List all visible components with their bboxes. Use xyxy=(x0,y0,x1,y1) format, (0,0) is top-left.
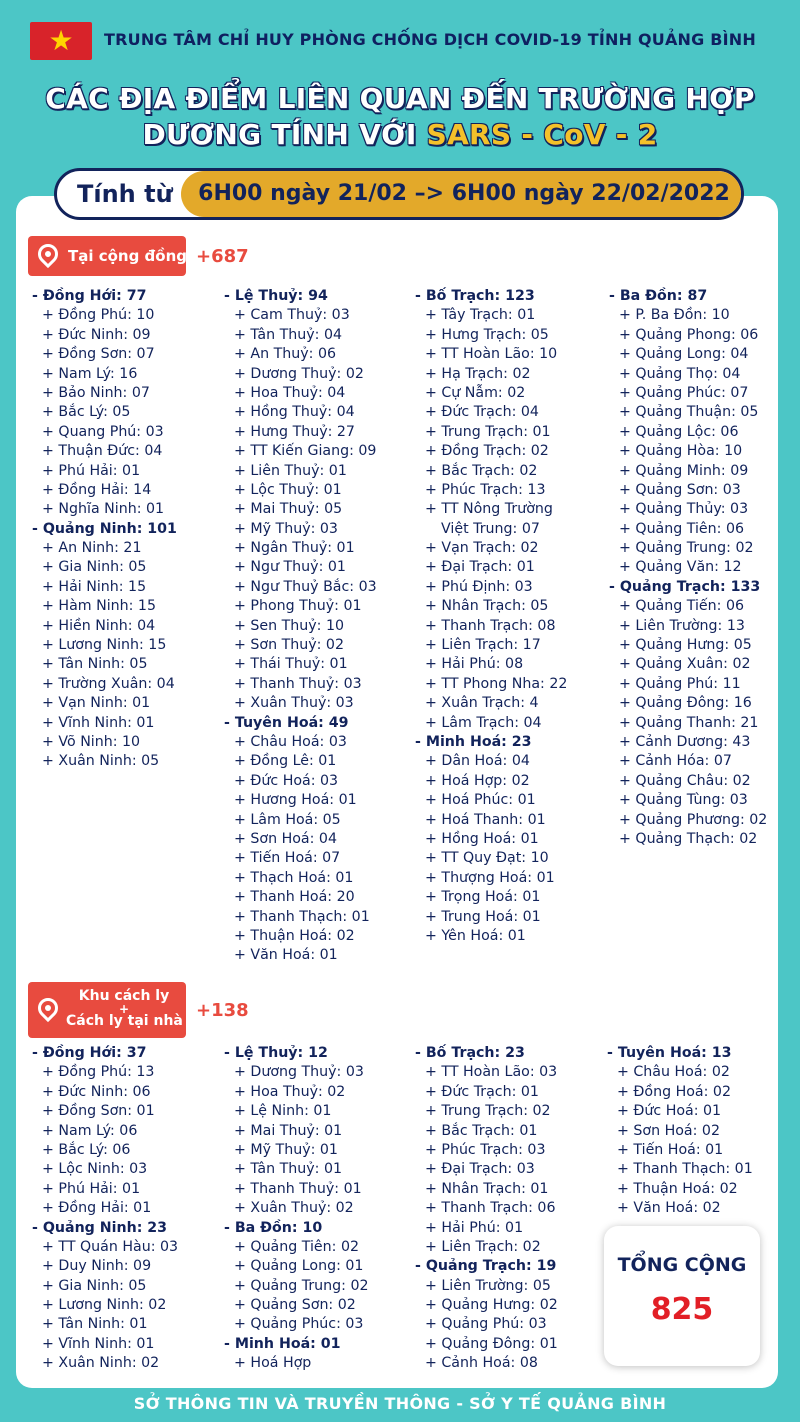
commune-item: + Quảng Tiến: 06 xyxy=(619,598,744,615)
commune-item: + Quảng Tùng: 03 xyxy=(619,792,748,809)
commune-item: + Lộc Thuỷ: 01 xyxy=(234,481,342,498)
commune-item: + Quảng Phúc: 03 xyxy=(234,1316,364,1333)
total-card xyxy=(604,1226,760,1366)
commune-item: + Vĩnh Ninh: 01 xyxy=(42,1335,155,1352)
page-title-line1: CÁC ĐỊA ĐIỂM LIÊN QUAN ĐẾN TRƯỜNG HỢP xyxy=(45,82,755,115)
commune-item: + Xuân Thuỷ: 02 xyxy=(234,1200,354,1217)
commune-item: + Cảnh Dương: 43 xyxy=(619,733,751,750)
commune-item: + Thanh Hoá: 20 xyxy=(234,889,355,906)
commune-item: + Thanh Trạch: 08 xyxy=(425,617,556,634)
community-badge xyxy=(28,236,186,276)
commune-item: + Hồng Thuỷ: 04 xyxy=(234,404,355,421)
commune-item: + Võ Ninh: 10 xyxy=(42,733,141,750)
district-heading: - Tuyên Hoá: 49 xyxy=(224,714,349,731)
commune-item: + TT Hoàn Lão: 03 xyxy=(425,1064,558,1081)
commune-item: + Xuân Trạch: 4 xyxy=(425,695,539,712)
commune-item: + Xuân Thuỷ: 03 xyxy=(234,695,354,712)
district-heading: - Ba Đồn: 87 xyxy=(609,288,708,304)
commune-item: + Đức Hoá: 03 xyxy=(234,772,339,789)
commune-item: + Quảng Minh: 09 xyxy=(619,462,749,479)
commune-item: + Phú Định: 03 xyxy=(425,578,533,595)
commune-item: + Hưng Thuỷ: 27 xyxy=(234,423,355,440)
commune-item: + Thanh Trạch: 06 xyxy=(425,1200,556,1217)
commune-item: + Phúc Trạch: 13 xyxy=(425,481,546,498)
commune-item: + Liên Trường: 13 xyxy=(619,617,745,634)
commune-item: + Châu Hoá: 03 xyxy=(234,733,347,750)
commune-item: + Vạn Ninh: 01 xyxy=(42,695,151,712)
commune-item: + Sơn Thuỷ: 02 xyxy=(234,637,344,654)
quarantine-col-2 xyxy=(224,1044,419,1374)
commune-item: + Quang Phú: 03 xyxy=(42,423,164,440)
commune-item: + Bắc Trạch: 02 xyxy=(425,462,538,479)
district-heading: - Lệ Thuỷ: 94 xyxy=(224,288,328,304)
commune-item: + Hải Ninh: 15 xyxy=(42,578,147,595)
commune-item: + Mỹ Thuỷ: 03 xyxy=(234,520,338,537)
footer: SỞ THÔNG TIN VÀ TRUYỀN THÔNG - SỞ Y TẾ QUẢNG BÌNH xyxy=(133,1394,667,1413)
commune-item: + Mai Thuỷ: 05 xyxy=(234,501,343,518)
commune-item: + Quảng Thanh: 21 xyxy=(619,714,759,731)
title-prefix: DƯƠNG TÍNH VỚI xyxy=(142,118,427,151)
commune-item: + Cảnh Hóa: 07 xyxy=(619,753,732,770)
commune-item: + Duy Ninh: 09 xyxy=(42,1258,152,1275)
commune-item: + Quảng Sơn: 03 xyxy=(619,481,741,498)
commune-item: + Nam Lý: 06 xyxy=(42,1122,138,1139)
commune-item: + Thanh Thạch: 01 xyxy=(234,908,370,925)
commune-item: + Hàm Ninh: 15 xyxy=(42,598,156,615)
commune-item: + Hoa Thuỷ: 04 xyxy=(234,384,346,401)
commune-item: + Lâm Hoá: 05 xyxy=(234,811,341,828)
commune-item: + Hồng Hoá: 01 xyxy=(425,830,539,847)
quarantine-badge xyxy=(28,982,186,1038)
district-heading: - Bố Trạch: 123 xyxy=(415,288,535,304)
commune-item: + Quảng Châu: 02 xyxy=(619,772,751,789)
commune-item: + Yên Hoá: 01 xyxy=(425,927,526,944)
commune-item: + Lâm Trạch: 04 xyxy=(425,714,542,731)
commune-item: + Gia Ninh: 05 xyxy=(42,1277,147,1294)
district-heading: - Quảng Ninh: 101 xyxy=(32,520,177,537)
commune-item: + Ngân Thuỷ: 01 xyxy=(234,540,355,557)
commune-item: + Nhân Trạch: 05 xyxy=(425,598,549,615)
quarantine-badge-line2: + xyxy=(118,1002,130,1016)
commune-item: + Quảng Văn: 12 xyxy=(619,559,742,576)
commune-item: + Quảng Thọ: 04 xyxy=(619,365,741,382)
commune-item: + Quảng Phương: 02 xyxy=(619,811,768,828)
commune-item: + Quảng Lộc: 06 xyxy=(619,423,739,440)
commune-item: + Thuận Đức: 04 xyxy=(42,443,163,460)
commune-item: + Mỹ Thuỷ: 01 xyxy=(234,1141,338,1158)
commune-item: + Mai Thuỷ: 01 xyxy=(234,1122,343,1139)
commune-item: + TT Nông Trường xyxy=(425,501,553,518)
commune-item: + Quảng Hưng: 05 xyxy=(619,637,752,654)
commune-item: + Quảng Tiên: 02 xyxy=(234,1238,359,1255)
commune-item: + Đồng Hoá: 02 xyxy=(617,1083,731,1100)
commune-item: + Hạ Trạch: 02 xyxy=(425,365,531,382)
commune-item: + Quảng Long: 04 xyxy=(619,346,749,363)
commune-item: + Gia Ninh: 05 xyxy=(42,559,147,576)
commune-item: + Cam Thuỷ: 03 xyxy=(234,307,350,324)
commune-item: + Liên Trường: 05 xyxy=(425,1277,551,1294)
commune-item: + Hoa Thuỷ: 02 xyxy=(234,1083,346,1100)
commune-item: + Quảng Sơn: 02 xyxy=(234,1297,356,1314)
commune-item: + Bắc Lý: 06 xyxy=(42,1141,131,1158)
commune-item: + Nghĩa Ninh: 01 xyxy=(42,501,165,518)
commune-item: + Cự Nẫm: 02 xyxy=(425,384,526,401)
commune-item: + Nam Lý: 16 xyxy=(42,365,138,382)
commune-item: + P. Ba Đồn: 10 xyxy=(619,307,730,324)
commune-item: + Đức Ninh: 06 xyxy=(42,1083,151,1100)
commune-item: + Quảng Hòa: 10 xyxy=(619,443,743,460)
commune-item: + Lương Ninh: 15 xyxy=(42,637,167,654)
commune-item: + Quảng Trung: 02 xyxy=(619,540,754,557)
commune-item: + Trung Hoá: 01 xyxy=(425,908,541,925)
commune-item: + Thuận Hoá: 02 xyxy=(234,927,355,944)
commune-item: + Hoá Hợp xyxy=(234,1355,312,1372)
commune-item: + Đồng Hải: 14 xyxy=(42,481,152,498)
commune-item: + Ngư Thuỷ Bắc: 03 xyxy=(234,578,377,595)
commune-item: + Trọng Hoá: 01 xyxy=(425,889,541,906)
quarantine-count: +138 xyxy=(196,1000,249,1021)
commune-item: + Đức Trạch: 01 xyxy=(425,1083,539,1100)
commune-item: + Dương Thuỷ: 03 xyxy=(234,1064,364,1081)
commune-item: + Quảng Phú: 11 xyxy=(619,675,741,692)
commune-item: + Đức Hoá: 01 xyxy=(617,1103,722,1120)
commune-item: + Dương Thuỷ: 02 xyxy=(234,365,364,382)
commune-item: + Vĩnh Ninh: 01 xyxy=(42,714,155,731)
district-heading: - Quảng Trạch: 19 xyxy=(415,1258,557,1275)
community-col-4 xyxy=(609,287,800,849)
commune-item: + Lương Ninh: 02 xyxy=(42,1297,167,1314)
commune-item: + An Ninh: 21 xyxy=(42,540,142,557)
commune-item: + Quảng Phúc: 07 xyxy=(619,384,749,401)
commune-item: + Quảng Phú: 03 xyxy=(425,1316,547,1333)
commune-item: + Hương Hoá: 01 xyxy=(234,792,357,809)
commune-item: + Sen Thuỷ: 10 xyxy=(234,617,345,634)
commune-item: + An Thuỷ: 06 xyxy=(234,346,336,363)
district-heading: - Đồng Hới: 37 xyxy=(32,1045,147,1061)
total-label: TỔNG CỘNG xyxy=(617,1254,747,1276)
commune-item: + Tân Thuỷ: 01 xyxy=(234,1161,342,1178)
commune-item: + Hiền Ninh: 04 xyxy=(42,617,156,634)
commune-item: + Châu Hoá: 02 xyxy=(617,1064,730,1081)
commune-item: + Thuận Hoá: 02 xyxy=(617,1180,738,1197)
commune-item: + Hoá Phúc: 01 xyxy=(425,792,536,809)
commune-item: + Quảng Thạch: 02 xyxy=(619,830,758,847)
community-col-1 xyxy=(32,287,227,772)
commune-item: + TT Hoàn Lão: 10 xyxy=(425,346,558,363)
commune-item: + Đức Ninh: 09 xyxy=(42,326,151,343)
commune-item: + Đồng Phú: 13 xyxy=(42,1064,155,1081)
commune-item: + Nhân Trạch: 01 xyxy=(425,1180,549,1197)
district-heading: - Lệ Thuỷ: 12 xyxy=(224,1045,328,1061)
commune-item: + Quảng Tiên: 06 xyxy=(619,520,744,537)
community-badge-label: Tại cộng đồng xyxy=(68,247,188,265)
district-heading: - Quảng Trạch: 133 xyxy=(609,578,761,595)
location-pin-icon xyxy=(34,240,62,268)
page-title-line2 xyxy=(0,118,800,151)
commune-item: + Thượng Hoá: 01 xyxy=(425,869,555,886)
commune-item: + Vạn Trạch: 02 xyxy=(425,540,539,557)
commune-item: + Bắc Lý: 05 xyxy=(42,404,131,421)
commune-item: + Đồng Sơn: 07 xyxy=(42,346,155,363)
quarantine-badge-label xyxy=(66,988,182,1030)
commune-item: + Xuân Ninh: 02 xyxy=(42,1355,160,1372)
date-label: Tính từ xyxy=(77,180,173,208)
commune-item: + Thái Thuỷ: 01 xyxy=(234,656,348,673)
commune-item: + Tiến Hoá: 01 xyxy=(617,1141,724,1158)
district-heading: - Quảng Ninh: 23 xyxy=(32,1219,168,1236)
quarantine-badge-line1: Khu cách ly xyxy=(78,988,170,1004)
commune-item: + TT Kiến Giang: 09 xyxy=(234,443,377,460)
commune-item: + Thanh Thuỷ: 01 xyxy=(234,1180,362,1197)
commune-item: + Sơn Hoá: 02 xyxy=(617,1122,720,1139)
quarantine-col-3 xyxy=(415,1044,610,1374)
commune-item: + Tiến Hoá: 07 xyxy=(234,850,341,867)
commune-item: + Quảng Thủy: 03 xyxy=(619,501,749,518)
commune-item: + Liên Trạch: 02 xyxy=(425,1238,541,1255)
commune-item: + TT Quy Đạt: 10 xyxy=(425,850,549,867)
quarantine-col-4 xyxy=(607,1044,800,1219)
date-range-bar xyxy=(54,168,744,220)
commune-item: + Đồng Sơn: 01 xyxy=(42,1103,155,1120)
quarantine-col-1 xyxy=(32,1044,227,1374)
community-col-3 xyxy=(415,287,610,946)
commune-item: + Văn Hoá: 01 xyxy=(234,947,338,964)
commune-item: + Quảng Đông: 16 xyxy=(619,695,752,712)
community-col-2 xyxy=(224,287,419,966)
commune-item: + TT Phong Nha: 22 xyxy=(425,675,568,692)
commune-item: + Hải Phú: 01 xyxy=(425,1219,524,1236)
commune-item: + Văn Hoá: 02 xyxy=(617,1200,721,1217)
commune-item: + Phúc Trạch: 03 xyxy=(425,1141,546,1158)
commune-item: + Trung Trạch: 02 xyxy=(425,1103,551,1120)
date-range: 6H00 ngày 21/02 –> 6H00 ngày 22/02/2022 xyxy=(181,171,744,217)
commune-item: + Quảng Phong: 06 xyxy=(619,326,759,343)
commune-item: + Quảng Thuận: 05 xyxy=(619,404,759,421)
district-heading: - Minh Hoá: 23 xyxy=(415,733,532,750)
community-count: +687 xyxy=(196,246,249,267)
commune-item: + Đồng Lê: 01 xyxy=(234,753,337,770)
commune-item: + Tân Ninh: 01 xyxy=(42,1316,148,1333)
vietnam-flag-icon: ★ xyxy=(30,22,92,60)
commune-item: + Quảng Đông: 01 xyxy=(425,1335,558,1352)
commune-item: + Liên Trạch: 17 xyxy=(425,637,541,654)
district-heading: - Ba Đồn: 10 xyxy=(224,1219,323,1236)
commune-item: + Cảnh Hoá: 08 xyxy=(425,1355,538,1372)
quarantine-badge-line3: Cách ly tại nhà xyxy=(66,1013,183,1029)
commune-item: + Đức Trạch: 04 xyxy=(425,404,539,421)
commune-item: + Thanh Thuỷ: 03 xyxy=(234,675,362,692)
commune-item: + Lệ Ninh: 01 xyxy=(234,1103,332,1120)
commune-item: + Tây Trạch: 01 xyxy=(425,307,536,324)
commune-item: + Hải Phú: 08 xyxy=(425,656,524,673)
commune-item: + Quảng Trung: 02 xyxy=(234,1277,369,1294)
commune-item: + Bảo Ninh: 07 xyxy=(42,384,150,401)
commune-item: + Đại Trạch: 03 xyxy=(425,1161,535,1178)
commune-item: + Đồng Trạch: 02 xyxy=(425,443,549,460)
commune-item: + Phú Hải: 01 xyxy=(42,462,141,479)
commune-item: + Dân Hoá: 04 xyxy=(425,753,530,770)
district-heading: - Bố Trạch: 23 xyxy=(415,1045,525,1061)
commune-item: + Phú Hải: 01 xyxy=(42,1180,141,1197)
district-heading: - Minh Hoá: 01 xyxy=(224,1335,341,1352)
commune-item: + Xuân Ninh: 05 xyxy=(42,753,160,770)
commune-item: + Tân Ninh: 05 xyxy=(42,656,148,673)
location-pin-icon xyxy=(34,994,62,1022)
header xyxy=(0,0,800,76)
commune-item: + Đồng Phú: 10 xyxy=(42,307,155,324)
commune-item: + Hoá Hợp: 02 xyxy=(425,772,530,789)
commune-item: + Liên Thuỷ: 01 xyxy=(234,462,347,479)
commune-item: + Đồng Hải: 01 xyxy=(42,1200,152,1217)
agency-name: TRUNG TÂM CHỈ HUY PHÒNG CHỐNG DỊCH COVID-19 TỈNH QUẢNG BÌNH xyxy=(104,30,756,49)
commune-item: + Trường Xuân: 04 xyxy=(42,675,175,692)
commune-item: + Tân Thuỷ: 04 xyxy=(234,326,342,343)
total-value: 825 xyxy=(650,1292,714,1327)
commune-item: + Đại Trạch: 01 xyxy=(425,559,535,576)
commune-item: + Quảng Xuân: 02 xyxy=(619,656,751,673)
commune-item: Việt Trung: 07 xyxy=(441,520,540,537)
commune-item: + Hưng Trạch: 05 xyxy=(425,326,549,343)
commune-item: + Bắc Trạch: 01 xyxy=(425,1122,538,1139)
district-heading: - Đồng Hới: 77 xyxy=(32,288,147,304)
commune-item: + Hoá Thanh: 01 xyxy=(425,811,546,828)
commune-item: + Ngư Thuỷ: 01 xyxy=(234,559,346,576)
commune-item: + Quảng Long: 01 xyxy=(234,1258,364,1275)
commune-item: + Trung Trạch: 01 xyxy=(425,423,551,440)
commune-item: + Quảng Hưng: 02 xyxy=(425,1297,558,1314)
commune-item: + TT Quán Hàu: 03 xyxy=(42,1238,179,1255)
district-heading: - Tuyên Hoá: 13 xyxy=(607,1045,732,1061)
commune-item: + Phong Thuỷ: 01 xyxy=(234,598,362,615)
commune-item: + Thạch Hoá: 01 xyxy=(234,869,354,886)
commune-item: + Thanh Thạch: 01 xyxy=(617,1161,753,1178)
commune-item: + Sơn Hoá: 04 xyxy=(234,830,337,847)
title-highlight: SARS - CoV - 2 xyxy=(426,118,658,151)
commune-item: + Lộc Ninh: 03 xyxy=(42,1161,148,1178)
